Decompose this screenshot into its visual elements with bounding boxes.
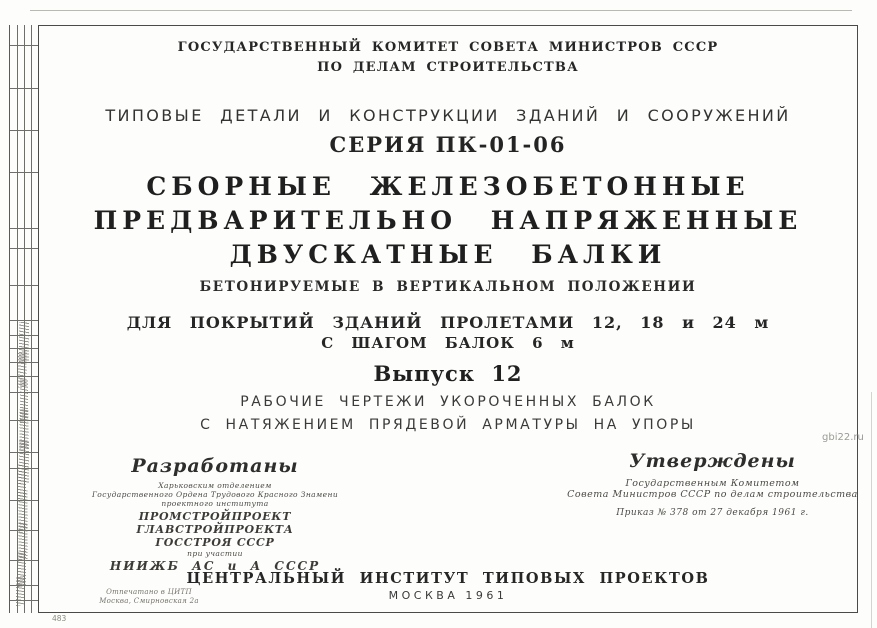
committee-line-1: ГОСУДАРСТВЕННЫЙ КОМИТЕТ СОВЕТА МИНИСТРОВ СССР [177, 40, 719, 55]
watermark: gbi22.ru [822, 432, 864, 443]
developed-line-1: Харьковским отделением [158, 481, 272, 490]
committee-line-2: ПО ДЕЛАМ СТРОИТЕЛЬСТВА [317, 60, 579, 75]
developed-heading: Разработаны [131, 455, 299, 477]
series-title: ТИПОВЫЕ ДЕТАЛИ И КОНСТРУКЦИИ ЗДАНИЙ И СООРУЖЕНИЙ [105, 106, 791, 125]
approved-heading: Утверждены [629, 450, 796, 472]
city-year: МОСКВА 1961 [388, 589, 508, 602]
stamp-handwriting [16, 576, 24, 606]
stamp-grid-line [10, 88, 38, 89]
stamp-grid-line [10, 45, 38, 46]
issue-desc-line-1: РАБОЧИЕ ЧЕРТЕЖИ УКОРОЧЕННЫХ БАЛОК [240, 394, 656, 410]
sheet-number: 483 [52, 614, 67, 623]
subtitle: БЕТОНИРУЕМЫЕ В ВЕРТИКАЛЬНОМ ПОЛОЖЕНИИ [199, 279, 697, 295]
developed-by-block [60, 455, 370, 573]
main-title-line-2: ПРЕДВАРИТЕЛЬНО НАПРЯЖЕННЫЕ [93, 206, 803, 235]
developed-line-7: НИИЖБ АС и А СССР [109, 559, 321, 573]
print-note-line-2: Москва, Смирновская 2а [99, 597, 199, 605]
print-note-line-1: Отпечатано в ЦИТП [106, 588, 192, 596]
stamp-grid-line [10, 320, 38, 321]
developed-line-4: ПРОМСТРОЙПРОЕКТ ГЛАВСТРОЙПРОЕКТА [136, 510, 294, 536]
approved-line-2: Совета Министров СССР по делам строительства [567, 489, 858, 500]
developed-line-5: ГОССТРОЯ СССР [155, 536, 275, 549]
stamp-grid-line [10, 600, 38, 601]
stamp-grid-line [10, 172, 38, 173]
series-code: СЕРИЯ ПК-01-06 [329, 132, 567, 157]
main-title-line-1: СБОРНЫЕ ЖЕЛЕЗОБЕТОННЫЕ [146, 172, 750, 201]
approved-line-3: Приказ № 378 от 27 декабря 1961 г. [616, 508, 809, 518]
issue-desc-line-2: С НАТЯЖЕНИЕМ ПРЯДЕВОЙ АРМАТУРЫ НА УПОРЫ [200, 417, 696, 433]
developed-line-6: при участии [187, 549, 243, 558]
approved-by-block [565, 450, 860, 518]
stamp-grid-line [10, 248, 38, 249]
stamp-grid-line [10, 228, 38, 229]
stamp-grid-line [10, 130, 38, 131]
scan-artifact-right-line [871, 392, 872, 628]
main-title-line-3: ДВУСКАТНЫЕ БАЛКИ [229, 240, 667, 269]
developed-line-2: Государственного Ордена Трудового Красного Знамени [91, 490, 339, 499]
left-stamp-strip [9, 25, 38, 613]
scan-artifact-top-line [30, 10, 852, 11]
stamp-grid-line [31, 25, 32, 613]
approved-line-1: Государственным Комитетом [625, 478, 800, 489]
application-line-1: ДЛЯ ПОКРЫТИЙ ЗДАНИЙ ПРОЛЕТАМИ 12, 18 и 24 м [126, 313, 770, 332]
publisher: ЦЕНТРАЛЬНЫЙ ИНСТИТУТ ТИПОВЫХ ПРОЕКТОВ [186, 570, 710, 587]
application-line-2: С ШАГОМ БАЛОК 6 м [321, 334, 575, 352]
stamp-grid-line [10, 285, 38, 286]
print-note [74, 588, 224, 606]
issue-number: Выпуск 12 [373, 361, 523, 386]
developed-line-3: проектного института [161, 499, 269, 508]
